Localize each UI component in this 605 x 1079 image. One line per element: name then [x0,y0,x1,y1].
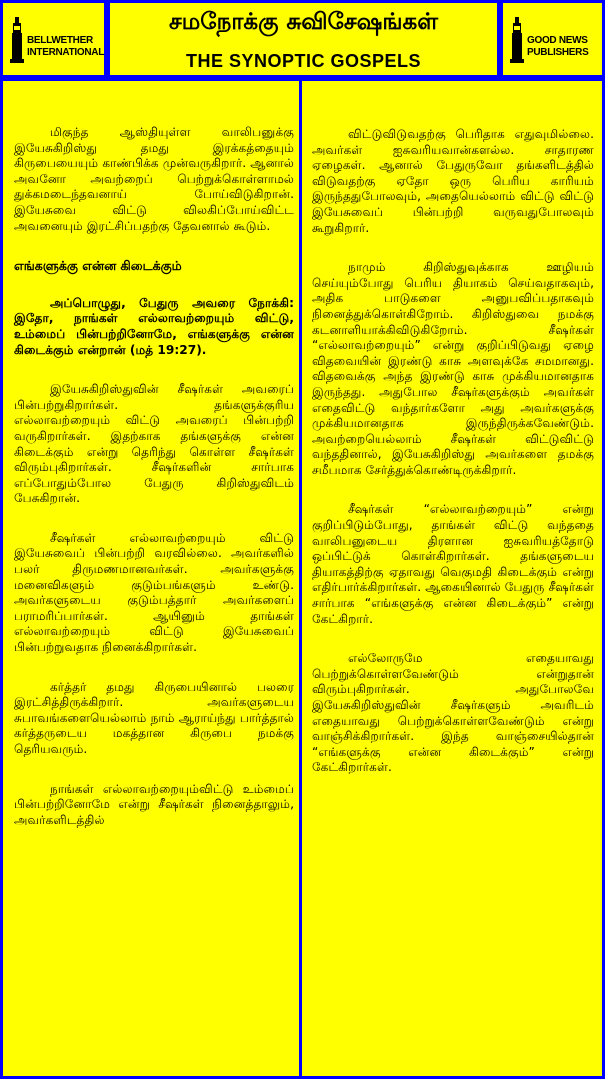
page-header [107,0,500,78]
bellwether-logo [3,15,103,67]
paragraph: இயேசுகிறிஸ்துவின் சீஷர்கள் அவரைப் பின்பற்றுகிறார்கள். தங்களுக்குரிய எல்லாவற்றையும் விட்டு அவரைப் பின்பற்றி வருகிறார்கள். இதற்காக தங்களுக்கு என்ன கிடைக்கும் என்று தெரிந்து கொள்ள சீஷர்கள் விரும்புகிறார்கள். சீஷர்களின் சார்பாக எப்போதும்போல பேதுரு கிறிஸ்துவிடம் பேசுகிறான். [14,382,294,506]
bell-tower-icon [9,17,25,63]
logo-line-1: BELLWETHER [27,35,93,46]
paragraph: எல்லோருமே எதையாவது பெற்றுக்கொள்ளவேண்டும் என்றுதான் விரும்புகிறார்கள். அதுபோலவே இயேசுகிறிஸ்துவின் சீஷர்களும் அவரிடம் எதையாவது பெற்றுக்கொள்ளவேண்டும் என்று வாஞ்சிக்கிறார்கள். இந்த வாஞ்சையில்தான் “எங்களுக்கு என்ன கிடைக்கும்” என்று கேட்கிறார்கள். [312,651,594,775]
right-column [299,78,605,1079]
publisher-logo-right [500,0,605,78]
paragraph: நாமும் கிறிஸ்துவுக்காக ஊழியம் செய்யும்போது பெரிய தியாகம் செய்வதாகவும், அதிக பாடுகளை அனுபவிப்பதாகவும் நினைத்துக்கொள்கிறோம். கிறிஸ்துவை நமக்கு கடனாளியாக்கிவிடுகிறோம். சீஷர்கள் “எல்லாவற்றையும்” என்று குறிப்பிடுவது ஏழை விதவையின் இரண்டு காசு அளவுக்கே சமமானது. விதவைக்கு அந்த இரண்டு காசு முக்கியமானதாக இருந்தது. அதுபோல சீஷர்களுக்கும் அவர்கள் எதைவிட்டு வந்தார்களோ அது அவர்களுக்கு முக்கியமானதாக இருந்திருக்கவேண்டும். அவற்றையெல்லாம் சீஷர்கள் விட்டுவிட்டு வந்ததினால், இயேசுகிறிஸ்து அவர்களை தமக்கு சமீபமாக சேர்த்துக்கொண்டிருக்கிறார். [312,260,594,477]
logo-line-2: PUBLISHERS [527,47,589,58]
page-title-english: THE SYNOPTIC GOSPELS [185,51,422,71]
paragraph: சீஷர்கள் “எல்லாவற்றையும்” என்று குறிப்பிடும்போது, தாங்கள் விட்டு வந்ததை வாலிபனுடைய திரளான ஐசுவரியத்தோடு ஒப்பிட்டுக் கொள்கிறார்கள். தங்களுடைய தியாகத்திற்கு ஏதாவது வெகுமதி கிடைக்கும் என்று எதிர்பார்க்கிறார்கள். ஆகையினால் பேதுரு சீஷர்கள் சார்பாக “எங்களுக்கு என்ன கிடைக்கும்” என்று கேட்கிறார். [312,502,594,626]
paragraph: மிகுந்த ஆஸ்தியுள்ள வாலிபனுக்கு இயேசுகிறிஸ்து தமது இரக்கத்தையும் கிருபையையும் காண்பிக்க முன்வருகிறார். ஆனால் அவனோ அவற்றைப் பெற்றுக்கொள்ளாமல் துக்கமடைந்தவனாய் போய்விடுகிறான். இயேசுவை விட்டு விலகிப்போய்விட்ட அவனையும் இரட்சிப்பதற்கு தேவனால் கூடும். [14,125,294,233]
bell-tower-icon [509,17,525,63]
page-title-tamil: சமநோக்கு சுவிசேஷங்கள் [169,9,438,35]
section-heading: எங்களுக்கு என்ன கிடைக்கும் [14,258,182,274]
paragraph: கர்த்தர் தமது கிருபையினால் பலரை இரட்சித்திருக்கிறார். அவர்களுடைய சுபாவங்களையெல்லாம் நாம் ஆராய்ந்து பார்த்தால் கர்த்தருடைய மகத்தான கிருபை நமக்கு தெரியவரும். [14,679,294,756]
left-column [0,78,302,1079]
scripture-quote: அப்பொழுது, பேதுரு அவரை நோக்கி: இதோ, நாங்கள் எல்லாவற்றையும் விட்டு, உம்மைப் பின்பற்றினோமே, எங்களுக்கு என்ன கிடைக்கும் என்றான் (மத் 19:27). [14,295,294,357]
good-news-logo [503,15,603,67]
paragraph: நாங்கள் எல்லாவற்றையும்விட்டு உம்மைப் பின்பற்றினோமே என்று சீஷர்கள் நினைத்தாலும், அவர்களிடத்தில் [14,781,294,827]
publisher-logo-left [0,0,107,78]
paragraph: சீஷர்கள் எல்லாவற்றையும் விட்டு இயேசுவைப் பின்பற்றி வரவில்லை. அவர்களில் பலர் திருமணமானவர்கள். அவர்களுக்கு மனைவிகளும் குடும்பங்களும் உண்டு. அவர்களுடைய குடும்பத்தார் அவர்களைப் பராமரிப்பார்கள். ஆயினும் தாங்கள் எல்லாவற்றையும் விட்டு இயேசுவைப் பின்பற்றுவதாக நினைக்கிறார்கள். [14,530,294,655]
logo-line-2: INTERNATIONAL [27,47,105,58]
paragraph: விட்டுவிடுவதற்கு பெரிதாக எதுவுமில்லை. அவர்கள் ஐசுவரியவான்களல்ல. சாதாரண ஏழைகள். ஆனால் பேதுருவோ தங்களிடத்தில் விடுவதற்கு ஏதோ ஒரு பெரிய காரியம் இருந்ததுபோலவும், அதையெல்லாம் விட்டு விட்டு இயேசுவைப் பின்பற்றி வருவதுபோலவும் கூறுகிறார். [312,127,594,235]
logo-line-1: GOOD NEWS [527,35,588,46]
